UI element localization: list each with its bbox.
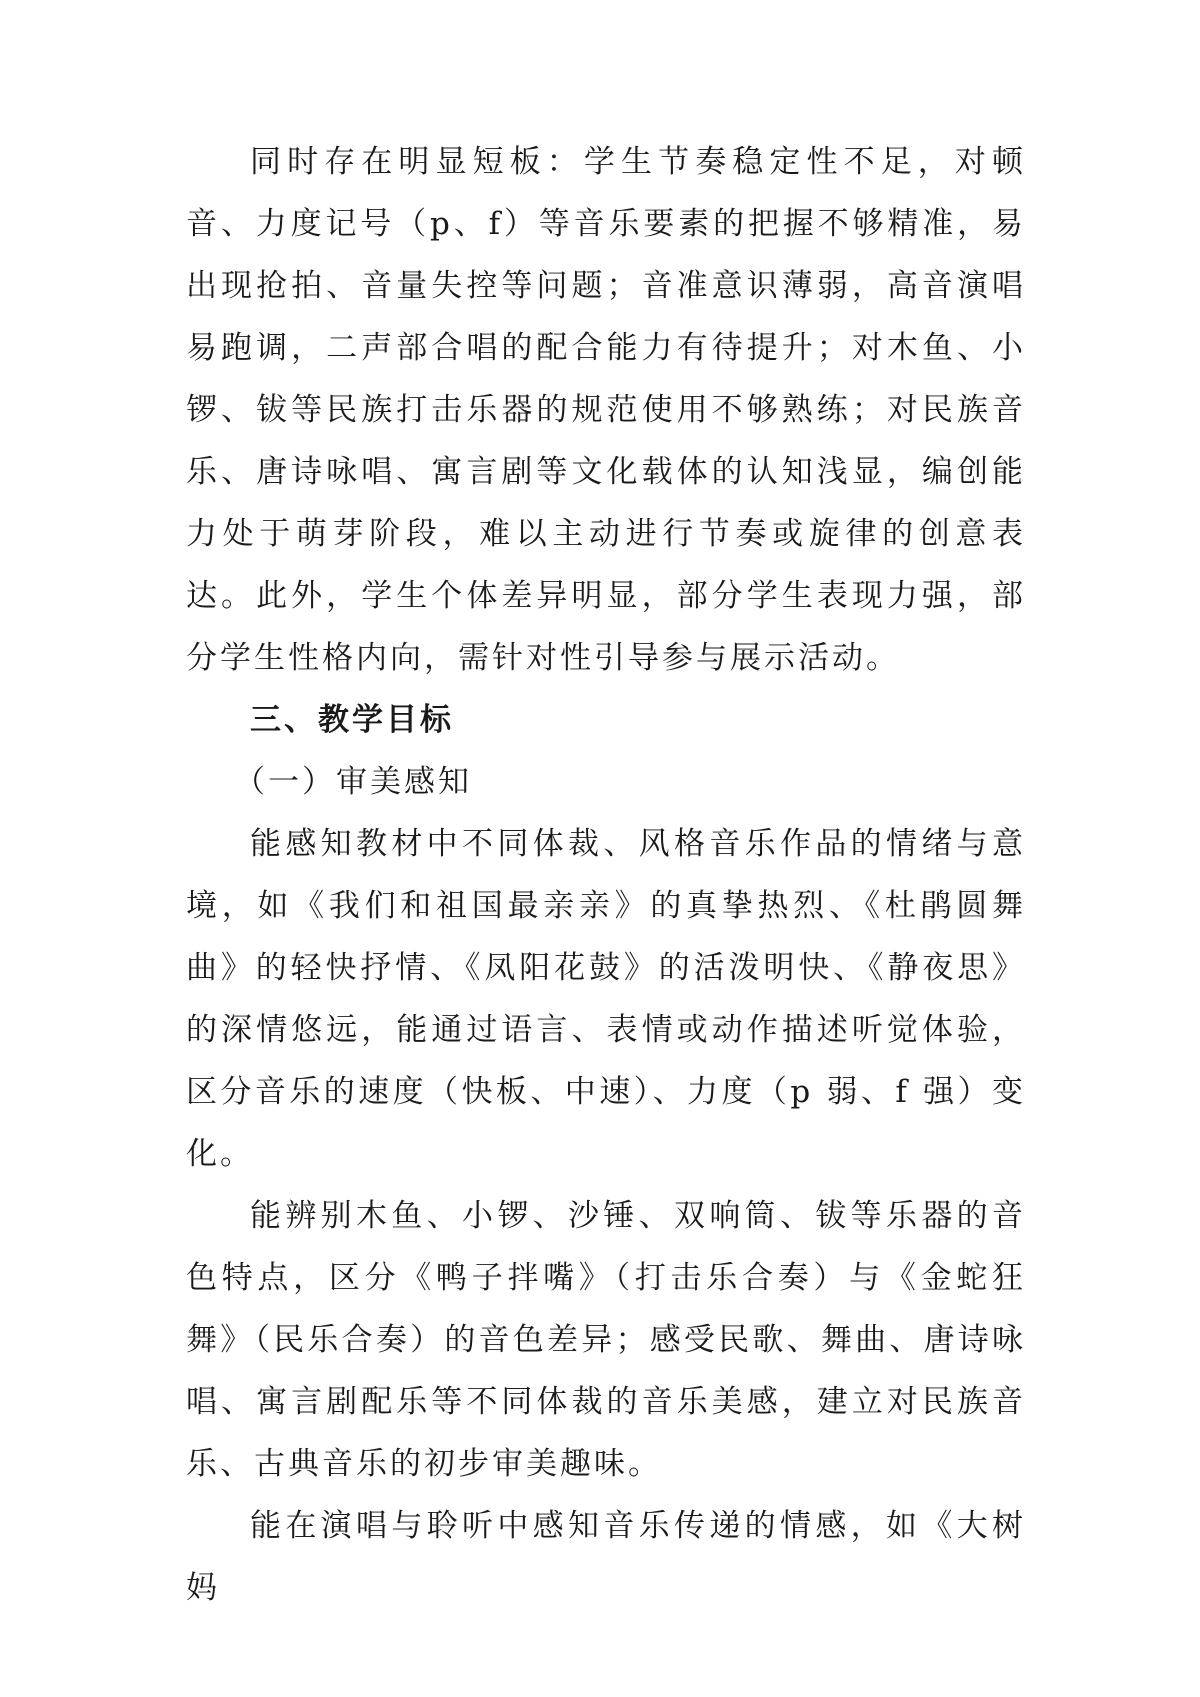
document-body: [186, 131, 1026, 1619]
paragraph-goal-1: 能感知教材中不同体裁、风格音乐作品的情绪与意境，如《我们和祖国最亲亲》的真挚热烈、《杜鹃圆舞曲》的轻快抒情、《凤阳花鼓》的活泼明快、《静夜思》的深情悠远，能通过语言、表情或动作描述听觉体验，区分音乐的速度（快板、中速）、力度（p 弱、f 强）变化。: [186, 826, 1026, 1172]
paragraph-weaknesses: 同时存在明显短板：学生节奏稳定性不足，对顿音、力度记号（p、f）等音乐要素的把握不够精准，易出现抢拍、音量失控等问题；音准意识薄弱，高音演唱易跑调，二声部合唱的配合能力有待提升；对木鱼、小锣、钹等民族打击乐器的规范使用不够熟练；对民族音乐、唐诗咏唱、寓言剧等文化载体的认知浅显，编创能力处于萌芽阶段，难以主动进行节奏或旋律的创意表达。此外，学生个体差异明显，部分学生表现力强，部分学生性格内向，需针对性引导参与展示活动。: [186, 144, 1026, 676]
subsection-title: （一）审美感知: [234, 764, 472, 800]
section-title: 三、教学目标: [250, 702, 454, 738]
paragraph-goal-2: 能辨别木鱼、小锣、沙锤、双响筒、钹等乐器的音色特点，区分《鸭子拌嘴》（打击乐合奏）与《金蛇狂舞》（民乐合奏）的音色差异；感受民歌、舞曲、唐诗咏唱、寓言剧配乐等不同体裁的音乐美感，建立对民族音乐、古典音乐的初步审美趣味。: [186, 1198, 1026, 1482]
paragraph-goal-3: 能在演唱与聆听中感知音乐传递的情感，如《大树妈: [186, 1508, 1026, 1606]
